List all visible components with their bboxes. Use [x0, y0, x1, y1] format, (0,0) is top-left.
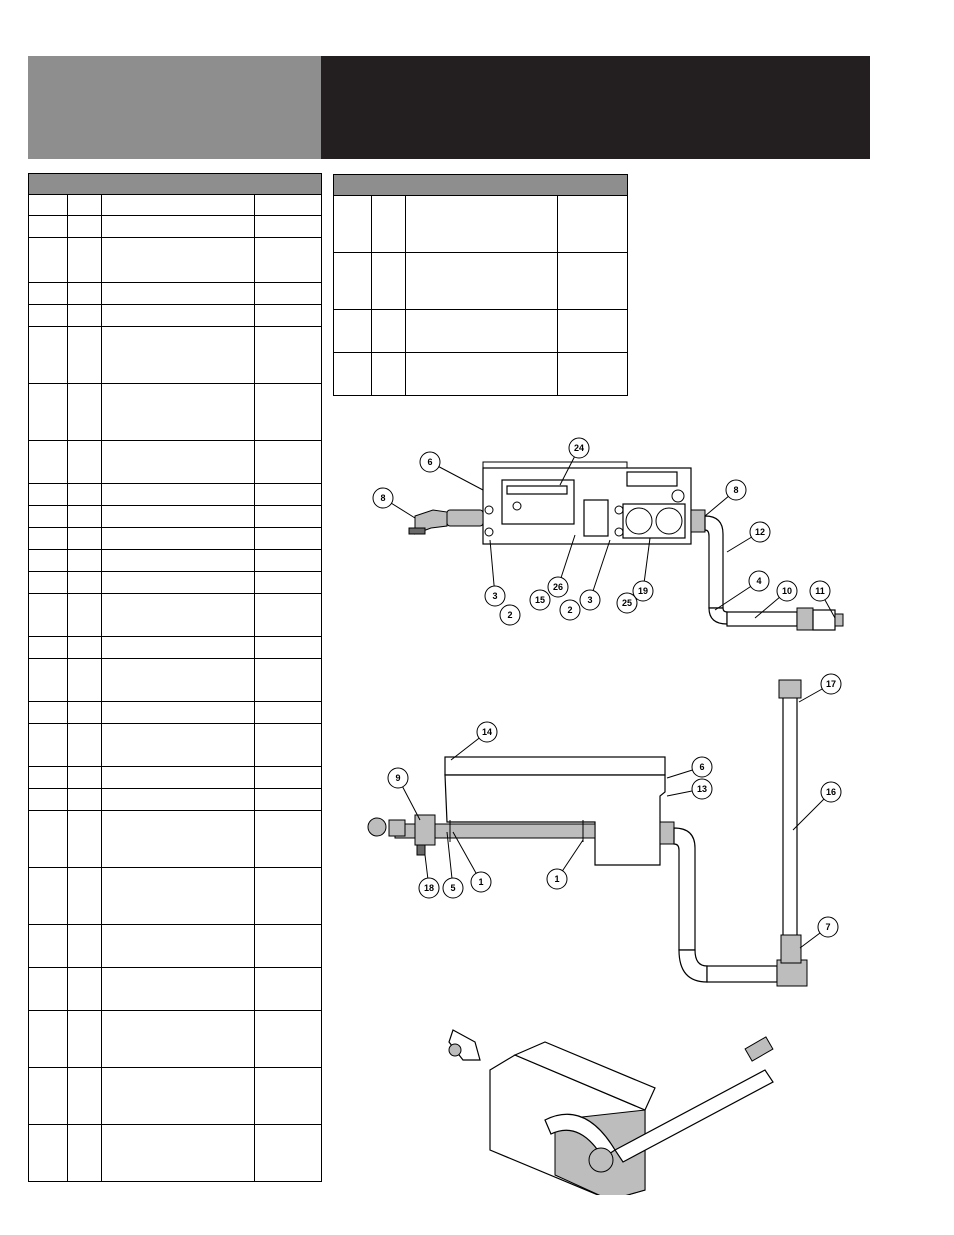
table-row — [29, 811, 322, 868]
callout-17-mid — [799, 674, 841, 702]
table-row — [334, 253, 628, 310]
table-cell — [68, 594, 102, 637]
table-row — [334, 353, 628, 396]
table-cell — [29, 572, 68, 594]
table-cell — [68, 659, 102, 702]
svg-text:8: 8 — [380, 493, 386, 503]
table-cell — [372, 310, 406, 353]
callout-6-top — [420, 452, 483, 490]
table-cell — [334, 353, 372, 396]
table-cell — [29, 789, 68, 811]
table-cell — [29, 968, 68, 1011]
table-row — [29, 594, 322, 637]
table-cell — [102, 659, 255, 702]
table-cell — [29, 195, 68, 216]
table-row — [29, 1011, 322, 1068]
header-gray-block — [28, 56, 321, 159]
callout-15-top — [530, 590, 550, 610]
table-cell — [255, 216, 322, 238]
svg-text:24: 24 — [573, 443, 585, 453]
table-cell — [255, 724, 322, 767]
callout-19-top — [633, 538, 653, 601]
table-cell — [29, 327, 68, 384]
callout-12-top — [727, 522, 770, 552]
svg-text:9: 9 — [395, 773, 401, 783]
table-cell — [68, 238, 102, 283]
header-dark-block — [321, 56, 870, 159]
svg-text:3: 3 — [587, 595, 593, 605]
callout-16-mid — [793, 782, 841, 830]
table-row — [29, 637, 322, 659]
callout-7-mid — [800, 917, 838, 948]
table-cell — [255, 283, 322, 305]
table-cell — [29, 528, 68, 550]
table-cell — [255, 637, 322, 659]
table-cell — [255, 1068, 322, 1125]
table-cell — [558, 253, 628, 310]
table-cell — [372, 196, 406, 253]
svg-text:14: 14 — [481, 727, 493, 737]
table-row — [29, 216, 322, 238]
table-cell — [334, 196, 372, 253]
table-cell — [255, 305, 322, 327]
svg-text:13: 13 — [696, 784, 708, 794]
table-row — [29, 702, 322, 724]
table-cell — [29, 1068, 68, 1125]
table-cell — [68, 327, 102, 384]
table-cell — [29, 637, 68, 659]
callout-2-top — [500, 605, 520, 625]
table-cell — [102, 702, 255, 724]
table-cell — [29, 484, 68, 506]
table-row — [29, 1068, 322, 1125]
table-cell — [68, 441, 102, 484]
svg-text:2: 2 — [567, 605, 573, 615]
table-cell — [102, 216, 255, 238]
table-row — [29, 789, 322, 811]
table-row — [29, 484, 322, 506]
table-cell — [255, 1011, 322, 1068]
table-row — [29, 724, 322, 767]
table-cell — [29, 506, 68, 528]
table-cell — [29, 659, 68, 702]
table-row — [29, 767, 322, 789]
table-row — [29, 441, 322, 484]
table-cell — [255, 441, 322, 484]
table-cell — [558, 353, 628, 396]
table-row — [29, 572, 322, 594]
table-cell — [255, 238, 322, 283]
table-cell — [68, 724, 102, 767]
svg-text:3: 3 — [492, 591, 498, 601]
table-row — [29, 868, 322, 925]
table-cell — [68, 925, 102, 968]
table-cell — [558, 310, 628, 353]
table-cell — [29, 305, 68, 327]
table-cell — [255, 327, 322, 384]
table-cell — [68, 789, 102, 811]
table-cell — [255, 767, 322, 789]
table-cell — [102, 724, 255, 767]
svg-text:18: 18 — [423, 883, 435, 893]
table-cell — [68, 384, 102, 441]
svg-text:17: 17 — [825, 679, 837, 689]
table-cell — [372, 253, 406, 310]
table-cell — [102, 238, 255, 283]
table-cell — [102, 594, 255, 637]
table-cell — [102, 327, 255, 384]
callout-3-top — [485, 540, 505, 606]
table-cell — [255, 811, 322, 868]
svg-text:11: 11 — [815, 586, 825, 596]
table-cell — [68, 506, 102, 528]
table-cell — [406, 196, 558, 253]
table-cell — [255, 506, 322, 528]
table-cell — [102, 484, 255, 506]
svg-text:7: 7 — [825, 922, 831, 932]
table-cell — [29, 1125, 68, 1182]
table-cell — [255, 702, 322, 724]
table-row — [29, 968, 322, 1011]
callout-14-mid — [451, 722, 497, 760]
table-cell — [29, 238, 68, 283]
table-cell — [102, 811, 255, 868]
table-cell — [68, 1011, 102, 1068]
table-cell — [29, 550, 68, 572]
table-cell — [102, 195, 255, 216]
svg-text:4: 4 — [756, 576, 762, 586]
svg-text:16: 16 — [825, 787, 837, 797]
parts-table-left — [28, 173, 322, 1182]
table-cell — [255, 550, 322, 572]
table-row — [29, 305, 322, 327]
table-row — [29, 1125, 322, 1182]
table-row — [29, 384, 322, 441]
callout-13-mid — [667, 779, 712, 799]
svg-text:2: 2 — [507, 610, 513, 620]
callout-2-top — [560, 600, 580, 620]
table-cell — [102, 868, 255, 925]
table-cell — [102, 506, 255, 528]
table-cell — [406, 253, 558, 310]
table-row — [29, 238, 322, 283]
table-cell — [68, 767, 102, 789]
svg-text:19: 19 — [637, 586, 649, 596]
table-cell — [68, 1125, 102, 1182]
table-row — [334, 196, 628, 253]
table-row — [29, 659, 322, 702]
table-cell — [29, 702, 68, 724]
receptacle — [623, 504, 685, 538]
table-cell — [102, 637, 255, 659]
callout-6-mid — [667, 757, 712, 778]
table-cell — [29, 724, 68, 767]
svg-text:15: 15 — [534, 595, 546, 605]
table-row — [29, 925, 322, 968]
isometric-view-assembly — [449, 1030, 773, 1195]
table-cell — [68, 305, 102, 327]
table-cell — [29, 1011, 68, 1068]
table-cell — [255, 925, 322, 968]
table-cell — [334, 253, 372, 310]
table-cell — [29, 811, 68, 868]
table-cell — [68, 968, 102, 1011]
relay — [584, 500, 608, 536]
table-row — [29, 327, 322, 384]
table-cell — [68, 195, 102, 216]
table-row — [29, 506, 322, 528]
table-cell — [255, 594, 322, 637]
table-cell — [29, 283, 68, 305]
svg-text:1: 1 — [554, 874, 560, 884]
table-row — [29, 528, 322, 550]
table-cell — [102, 1068, 255, 1125]
table-cell — [68, 216, 102, 238]
cover — [445, 757, 665, 775]
svg-text:26: 26 — [552, 582, 564, 592]
svg-text:8: 8 — [733, 485, 739, 495]
table-cell — [255, 572, 322, 594]
table-cell — [255, 484, 322, 506]
table-cell — [255, 659, 322, 702]
table-cell — [29, 767, 68, 789]
table-cell — [102, 1125, 255, 1182]
table-cell — [102, 925, 255, 968]
table-header-row — [29, 174, 322, 195]
table-cell — [68, 702, 102, 724]
callout-3-top — [580, 540, 610, 610]
table-cell — [102, 767, 255, 789]
table-cell — [68, 283, 102, 305]
svg-text:5: 5 — [450, 883, 456, 893]
table-header-row — [334, 175, 628, 196]
side-view-assembly — [368, 680, 807, 986]
table-cell — [372, 353, 406, 396]
table-cell — [102, 528, 255, 550]
table-cell — [102, 550, 255, 572]
callout-8-top — [705, 480, 746, 516]
table-row — [29, 283, 322, 305]
table-cell — [102, 305, 255, 327]
table-cell — [102, 1011, 255, 1068]
table-cell — [255, 528, 322, 550]
table-cell — [255, 1125, 322, 1182]
table-cell — [68, 528, 102, 550]
parts-diagram — [355, 430, 875, 1195]
table-cell — [102, 572, 255, 594]
table-cell — [68, 550, 102, 572]
svg-text:10: 10 — [781, 586, 793, 596]
callout-9-mid — [388, 768, 420, 820]
table-cell — [29, 925, 68, 968]
callout-18-mid — [419, 855, 439, 898]
svg-text:1: 1 — [478, 877, 484, 887]
table-cell — [255, 384, 322, 441]
table-cell — [334, 310, 372, 353]
table-cell — [29, 441, 68, 484]
svg-text:6: 6 — [699, 762, 705, 772]
table-cell — [558, 196, 628, 253]
table-row — [29, 195, 322, 216]
table-cell — [68, 572, 102, 594]
table-cell — [406, 353, 558, 396]
svg-text:12: 12 — [754, 527, 766, 537]
table-cell — [102, 384, 255, 441]
table-cell — [68, 868, 102, 925]
callout-1-mid — [547, 840, 583, 889]
table-row — [334, 310, 628, 353]
table-cell — [68, 811, 102, 868]
table-cell — [255, 789, 322, 811]
parts-table-right — [333, 174, 628, 396]
table-cell — [102, 789, 255, 811]
table-cell — [255, 868, 322, 925]
table-cell — [102, 968, 255, 1011]
table-cell — [102, 283, 255, 305]
table-cell — [29, 384, 68, 441]
svg-text:25: 25 — [621, 598, 633, 608]
table-cell — [29, 216, 68, 238]
callout-5-mid — [443, 832, 463, 898]
table-cell — [29, 868, 68, 925]
table-cell — [255, 195, 322, 216]
table-cell — [406, 310, 558, 353]
table-cell — [102, 441, 255, 484]
table-cell — [255, 968, 322, 1011]
svg-text:6: 6 — [427, 457, 433, 467]
table-cell — [68, 637, 102, 659]
table-cell — [29, 594, 68, 637]
callout-8-top — [373, 488, 415, 518]
table-cell — [68, 484, 102, 506]
table-cell — [68, 1068, 102, 1125]
table-row — [29, 550, 322, 572]
